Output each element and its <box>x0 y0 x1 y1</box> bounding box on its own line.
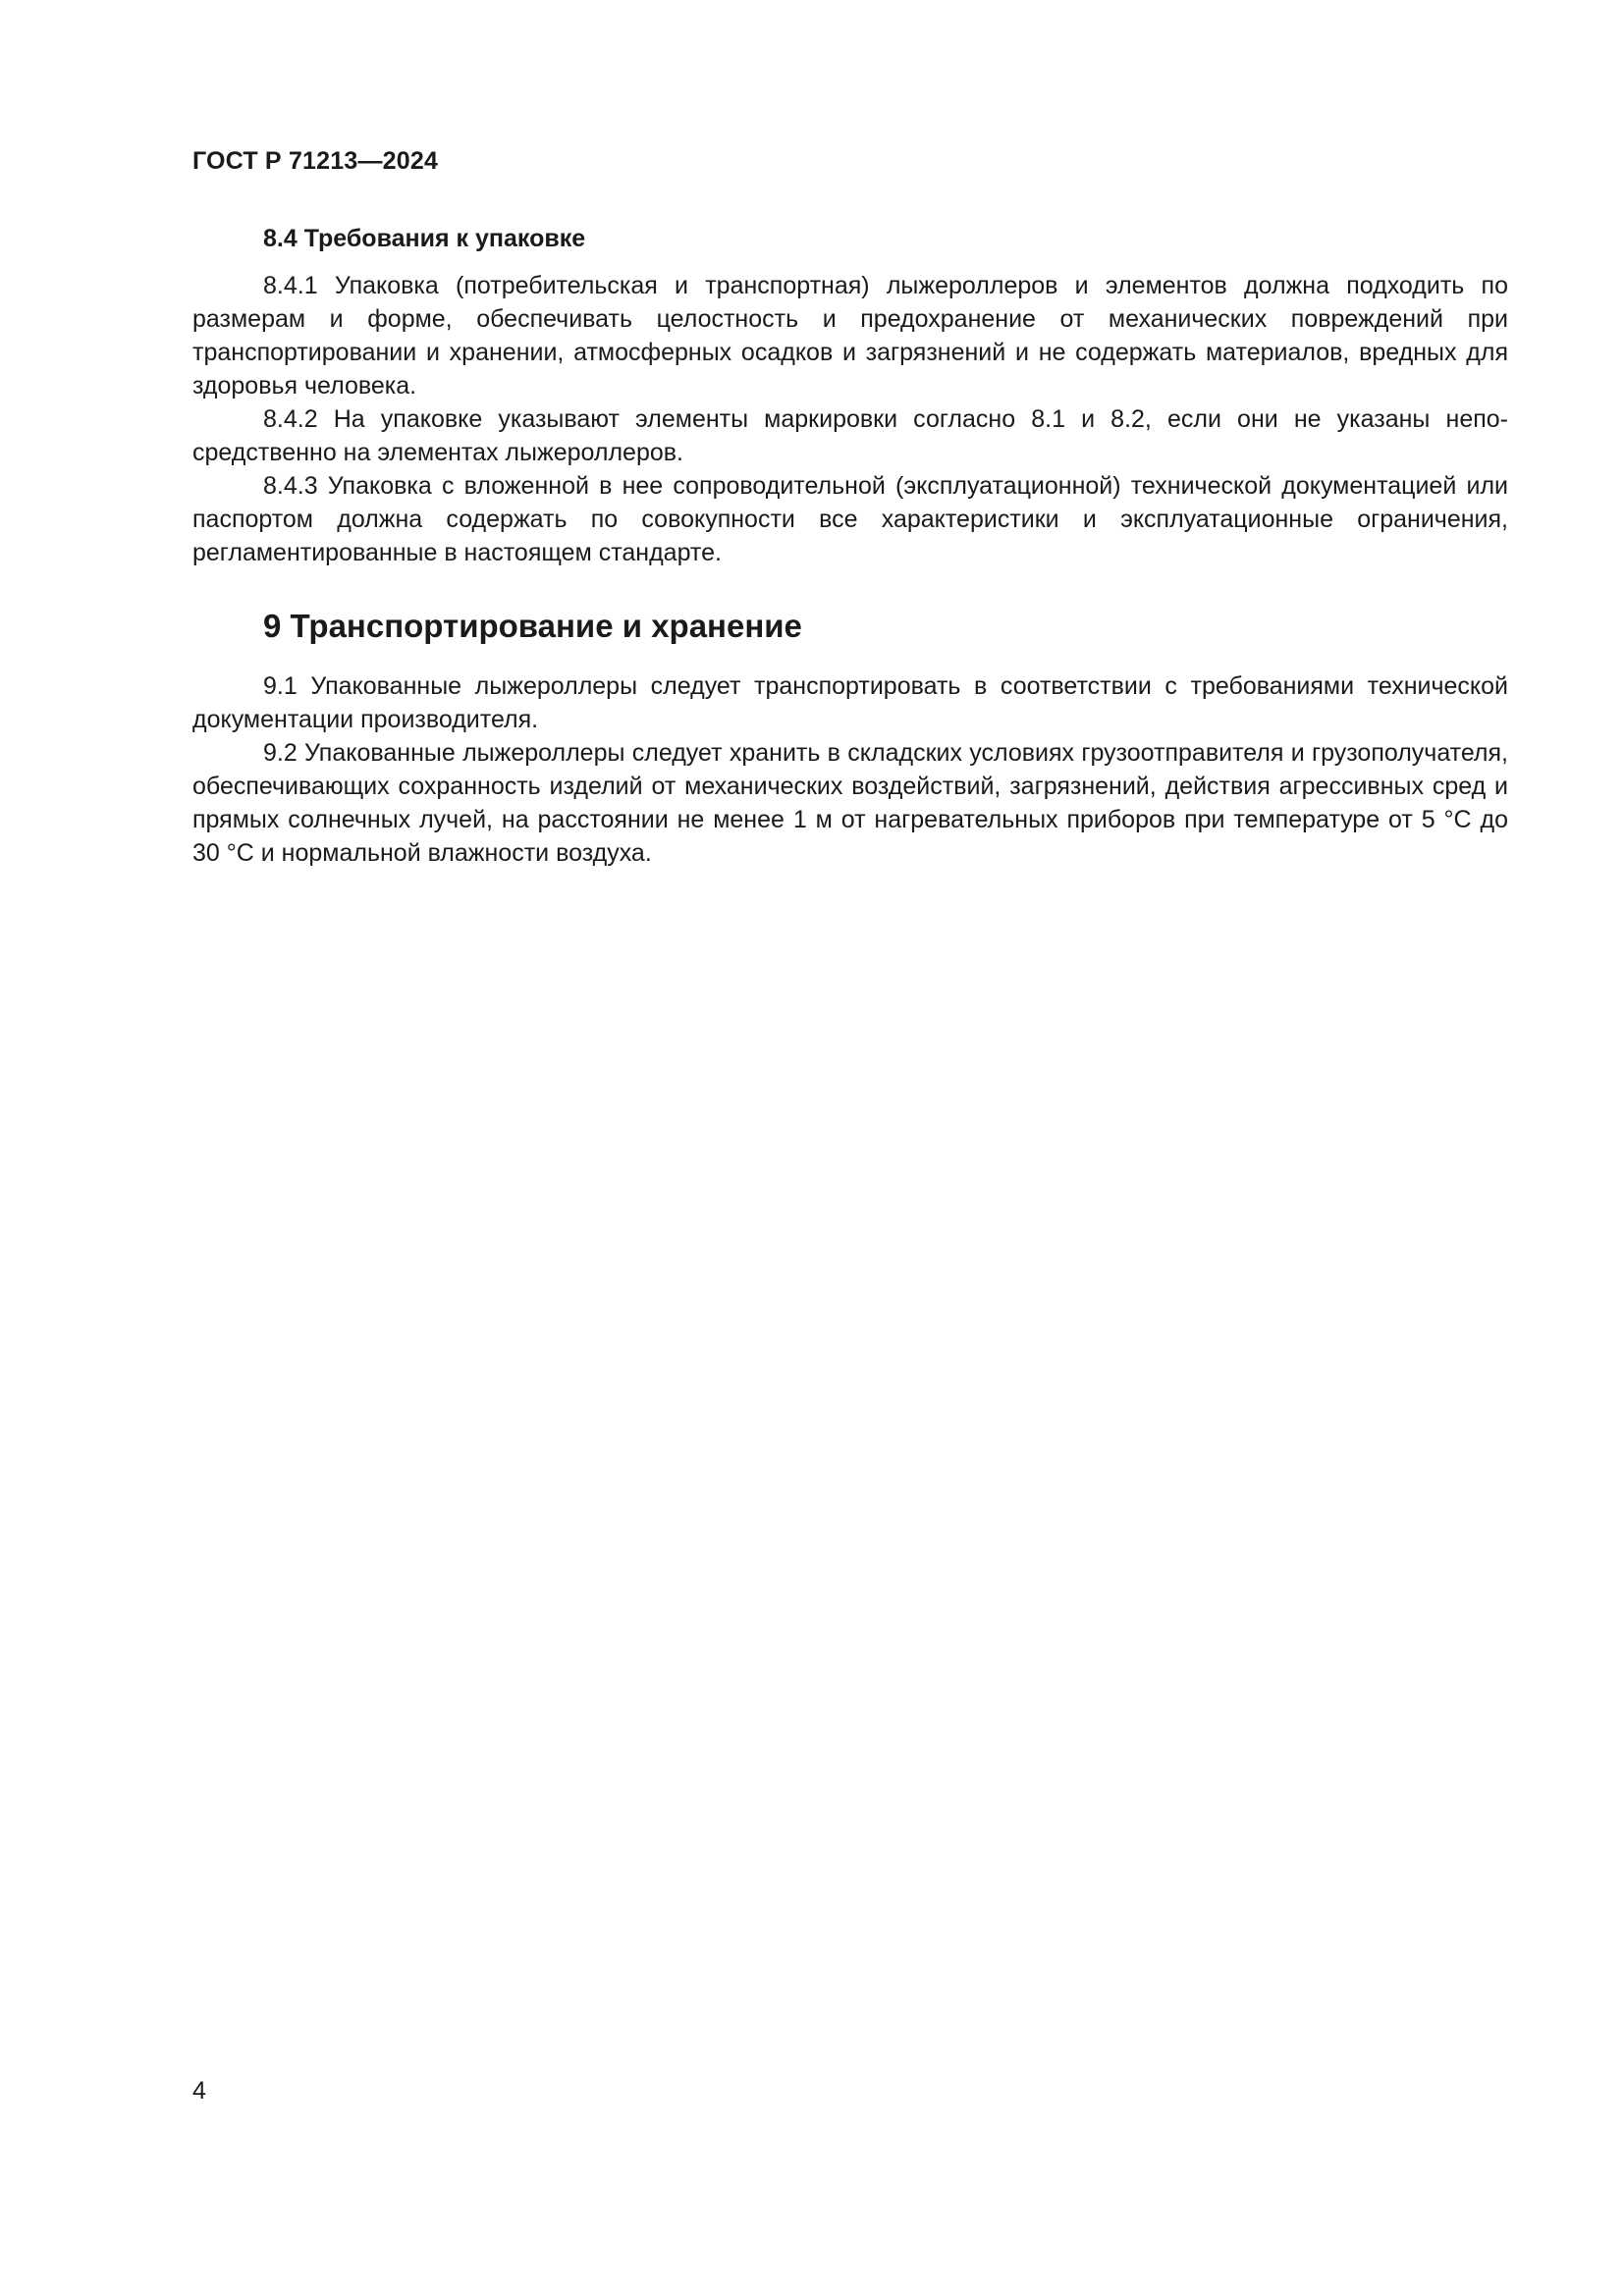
page-content <box>192 222 1508 870</box>
subsection-title-8-4: 8.4 Требования к упаковке <box>263 225 586 252</box>
paragraph-9-2: 9.2 Упакованные лыжероллеры следует хранить в складских условиях грузоотправителя и грузополучателя, обеспечивающих сохранность изделий от механических воздействий, загрязнений, действия агрессивных сред и прямых солнечных лучей, на расстоянии не менее 1 м от нагревательных приборов при температуре от 5 °С до 30 °С и нормальной влажности воздуха. <box>192 739 1508 867</box>
paragraph-9-1: 9.1 Упакованные лыжероллеры следует транспортировать в соответствии с требованиями технической документации производителя. <box>192 672 1508 733</box>
document-code: ГОСТ Р 71213—2024 <box>192 147 439 175</box>
paragraph-8-4-3: 8.4.3 Упаковка с вложенной в нее сопроводительной (эксплуатационной) технической документацией или паспортом должна содержать по совокупности все характеристики и эксплуатационные ограничения, регламентированные в настоящем стандарте. <box>192 472 1508 566</box>
paragraph-8-4-1: 8.4.1 Упаковка (потребительская и транспортная) лыжероллеров и элементов должна подходить по размерам и форме, обеспечивать целостность и предохранение от механических повреждений при транспортировании и хранении, атмосферных осадков и загрязнений и не содержать материалов, вредных для здоровья человека. <box>192 272 1508 400</box>
section-title-9: 9 Транспортирование и хранение <box>263 608 802 644</box>
paragraph-8-4-2: 8.4.2 На упаковке указывают элементы маркировки согласно 8.1 и 8.2, если они не указаны непосредственно на элементах лыжероллеров. <box>192 405 1508 466</box>
page-number: 4 <box>192 2077 206 2105</box>
